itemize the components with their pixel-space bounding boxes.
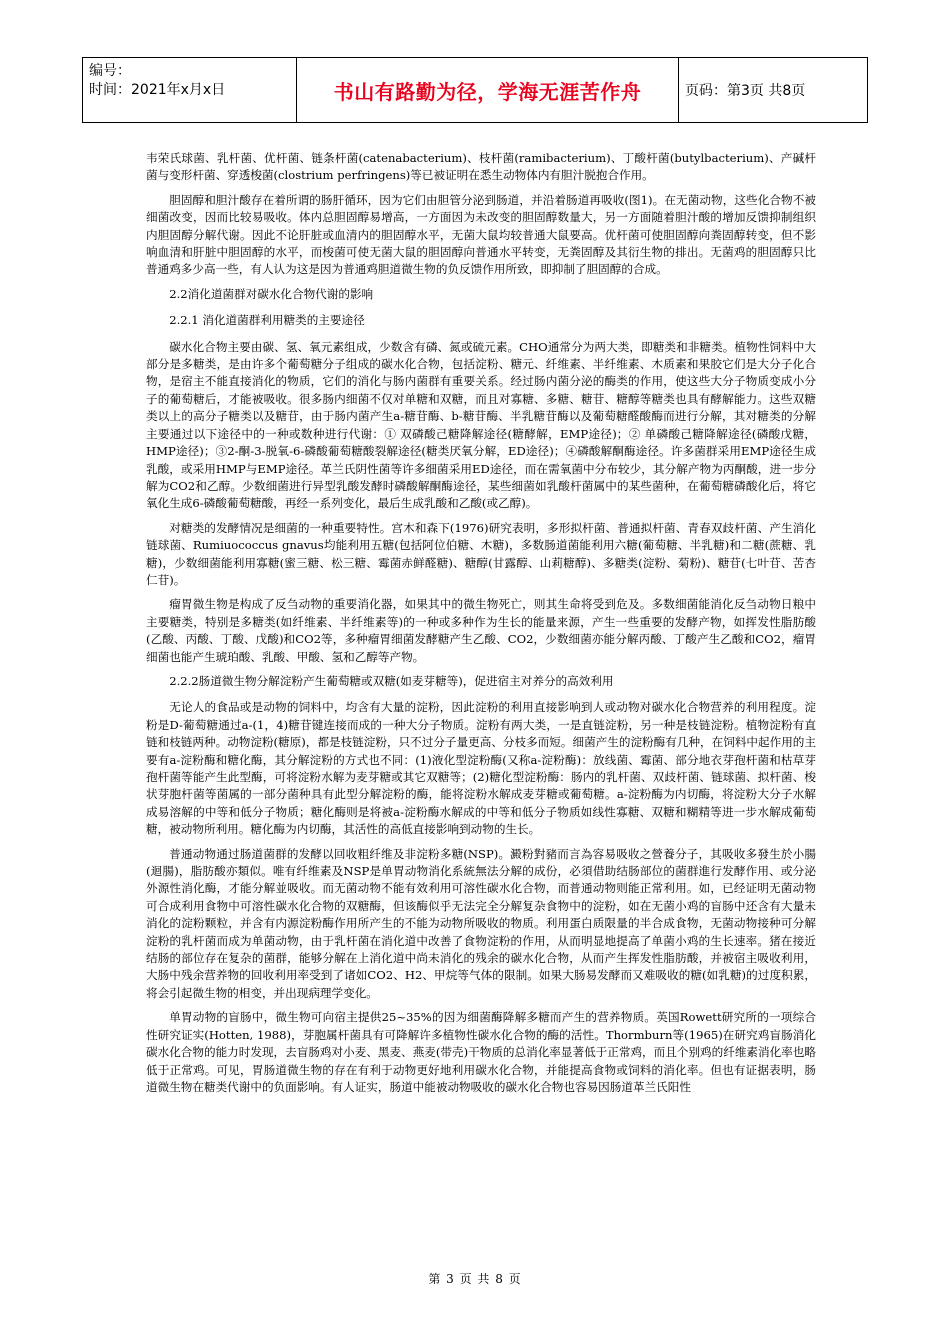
subsection-heading: 2.2.1 消化道菌群利用糖类的主要途径 [169, 313, 365, 328]
header-meta [83, 58, 296, 122]
paragraph: 胆固醇和胆汁酸存在着所谓的肠肝循环，因为它们由胆管分泌到肠道，并沿着肠道再吸收(图1)。在无菌动物，这些化合物不被细菌改变，因而比较易吸收。体内总胆固醇易增高，一方面因为未改变的胆固醇数量大，另一方面随着胆汁酸的增加反馈抑制组织内胆固醇分解代谢。因此不论肝脏或血清内的胆固醇水平，无菌大鼠均较普通大鼠要高。优杆菌可使胆固醇向粪固醇转变，但不影响血清和肝脏中胆固醇的水平，而梭菌可使无菌大鼠的胆固醇向普通水平转变，无粪固醇及其衍生物的排出。无菌鸡的胆固醇只比普通鸡多少高一些，有人认为这是因为普通鸡胆道微生物的负反馈作用所致，即抑制了胆固醇的合成。 [146, 192, 816, 277]
paragraph: 无论人的食品或是动物的饲料中，均含有大量的淀粉，因此淀粉的利用直接影响到人或动物对碳水化合物营养的利用程度。淀粉是D-葡萄糖通过a-(1，4)糖苷键连接而成的一种大分子物质。淀粉有两大类，一是直链淀粉，另一种是枝链淀粉。植物淀粉有直链和枝链两种。动物淀粉(糖原)，都是枝链淀粉，只不过分子量更高、分枝多而短。细菌产生的淀粉酶有几种，在饲料中起作用的主要有a-淀粉酶和糖化酶，其分解淀粉的方式也不同：(1)液化型淀粉酶(又称a-淀粉酶)：放线菌、霉菌、部分地衣芽孢杆菌和枯草芽孢杆菌等能产生此型酶，可将淀粉水解为麦芽糖或其它双糖等；(2)糖化型淀粉酶：肠内的乳杆菌、双歧杆菌、链球菌、拟杆菌、梭状芽胞杆菌等菌属的一部分菌种具有此型分解淀粉的酶，能将淀粉水解成麦芽糖或葡萄糖。a-淀粉酶为内切酶，将淀粉大分子水解成易溶解的中等和低分子物质；糖化酶则是将被a-淀粉酶水解成的中等和低分子物质如线性寡糖、双糖和糊精等进一步水解成葡萄糖，被动物所利用。糖化酶为内切酶，其活性的高低直接影响到动物的生长。 [146, 700, 816, 837]
header-page-label: 页码：第3页 共8页 [685, 83, 806, 99]
paragraph: 普通动物通过肠道菌群的发酵以回收粗纤维及非淀粉多糖(NSP)。澱粉對豬而言為容易吸收之營養分子，其吸收多發生於小腸(迴腸)，脂肪酸亦類似。唯有纤维素及NSP是单胃动物消化系統無法分解的成份，必須借助结肠部位的菌群進行发酵作用、或分泌外源性消化酶，才能分解並吸收。而无菌动物不能有效利用可溶性碳水化合物，而普通动物则能正常利用。如，已经证明无菌动物可合成利用食物中可溶性碳水化合物的双糖酶，但该酶似乎无法完全分解复杂食物中的淀粉，如在无菌小鸡的盲肠中还含有大量未消化的淀粉颗粒，并含有内源淀粉酶作用所产生的不能为动物所吸收的物质。利用蛋白质限量的半合成食物，无菌动物接种可分解淀粉的乳杆菌而成为单菌动物，由于乳杆菌在消化道中改善了食物淀粉的作用，从而明显地提高了单菌小鸡的生长速率。猪在接近结肠的部位存在复杂的菌群，能够分解在上消化道中尚未消化的残余的碳水化合物，从而产生挥发性脂肪酸，并被宿主吸收利用，大肠中残余营养物的回收利用率受到了诸如CO2、H2、甲烷等气体的限制。如果大肠易发酵而又难吸收的糖(如乳糖)的过度积累，将会引起微生物的相变，并出现病理学变化。 [146, 846, 816, 1000]
paragraph: 单胃动物的盲肠中，微生物可向宿主提供25~35%的因为细菌酶降解多糖而产生的营养物质。英国Rowett研究所的一项综合性研究证实(Hotten, 1988)，芽胞属杆菌具有可降解许多植物性碳水化合物的酶的活性。Thormburn等(1965)在研究鸡盲肠消化碳水化合物的能力时发现，去盲肠鸡对小麦、黑麦、燕麦(带壳)干物质的总消化率显著低于正常鸡，而且个别鸡的纤维素消化率也略低于正常鸡。可见，胃肠道微生物的存在有利于动物更好地利用碳水化合物，并能提高食物或饲料的消化率。但也有证据表明，肠道微生物在糖类代谢中的负面影响。有人证实，肠道中能被动物吸收的碳水化合物也容易因肠道革兰氏阳性 [146, 1010, 816, 1094]
header-motto: 书山有路勤为径，学海无涯苦作舟 [296, 58, 679, 122]
section-heading: 2.2消化道菌群对碳水化合物代谢的影响 [169, 286, 374, 301]
time-label: 时间：2021年x月x日 [89, 82, 226, 98]
paragraph: 瘤胃微生物是构成了反刍动物的重要消化器，如果其中的微生物死亡，则其生命将受到危及。多数细菌能消化反刍动物日粮中主要糖类，特别是多糖类(如纤维素、半纤维素等)的一种或多种作为生长的能量来源，产生一些重要的发酵产物，如挥发性脂肪酸(乙酸、丙酸、丁酸、戊酸)和CO2等，多种瘤胃细菌发酵糖产生乙酸、CO2，少数细菌亦能分解丙酸、丁酸产生乙酸和CO2，瘤胃细菌也能产生琥珀酸、乳酸、甲酸、氢和乙醇等产物。 [146, 597, 816, 664]
paragraph: 韦荣氏球菌、乳杆菌、优杆菌、链条杆菌(catenabacterium)、枝杆菌(ramibacterium)、丁酸杆菌(butylbacterium)、产碱杆菌与变形杆菌、穿透梭菌(clostrium perfringens)等已被证明在悉生动物体内有胆汁脱抱合作用。 [146, 151, 816, 183]
paragraph: 碳水化合物主要由碳、氢、氧元素组成，少数含有磷、氮或硫元素。CHO通常分为两大类，即糖类和非糖类。植物性饲料中大部分是多糖类，是由许多个葡萄糖分子组成的碳水化合物，包括淀粉、糖元、纤维素、半纤维素、木质素和果胶它们是大分子化合物，是宿主不能直接消化的物质，它们的消化与肠内菌群有重要关系。经过肠内菌分泌的酶类的作用，使这些大分子物质变成小分子的葡萄糖后，才能被吸收。很多肠内细菌不仅对单糖和双糖，而且对寡糖、多糖、糖苷、糖醇等糖类也具有酵解能力。这些双糖类以上的高分子糖类以及糖苷，由于肠内菌产生a-糖苷酶、b-糖苷酶、半乳糖苷酶以及葡萄糖醛酸酶而进行分解，其对糖类的分解主要通过以下途径中的一种或数种进行代谢：① 双磷酸己糖降解途径(糖酵解，EMP途径)；② 单磷酸己糖降解途径(磷酸戊糖，HMP途径)；③2-酮-3-脱氧-6-磷酸葡萄糖酸裂解途径(糖类厌氧分解，ED途径)；④磷酸解酮酶途径。许多菌群采用EMP途径生成乳酸，或采用HMP与EMP途径。革兰氏阴性菌等许多细菌采用ED途径，而在需氧菌中分布较少，其分解产物为丙酮酸，进一步分解为CO2和乙醇。少数细菌进行异型乳酸发酵时磷酸解酮酶途径，某些细菌如乳酸杆菌属中的某些菌种，在葡萄糖磷酸化后，将它氧化生成6-磷酸葡萄糖酸，再经一系列变化，最后生成乳酸和乙酸(或乙醇)。 [146, 339, 816, 511]
page-footer: 第 3 页 共 8 页 [428, 1272, 522, 1286]
subsection-heading: 2.2.2肠道微生物分解淀粉产生葡萄糖或双糖(如麦芽糖等)，促进宿主对养分的高效利用 [169, 673, 614, 688]
page-header [82, 57, 868, 123]
document-body [146, 150, 816, 1103]
paragraph: 对糖类的发酵情况是细菌的一种重要特性。宫木和森下(1976)研究表明，多形拟杆菌、普通拟杆菌、青春双歧杆菌、产生消化链球菌、Rumiuococcus gnavus均能利用五糖(包括阿位伯糖、木糖)，多数肠道菌能利用六糖(葡萄糖、半乳糖)和二糖(蔗糖、乳糖)，少数细菌能利用寡糖(蜜三糖、松三糖、霉菌赤鲜醛糖)、糖醇(甘露醇、山莉糖醇)、多糖类(淀粉、菊粉)、糖苷(七叶苷、苦杏仁苷)。 [146, 520, 816, 587]
number-label: 编号： [89, 63, 131, 79]
